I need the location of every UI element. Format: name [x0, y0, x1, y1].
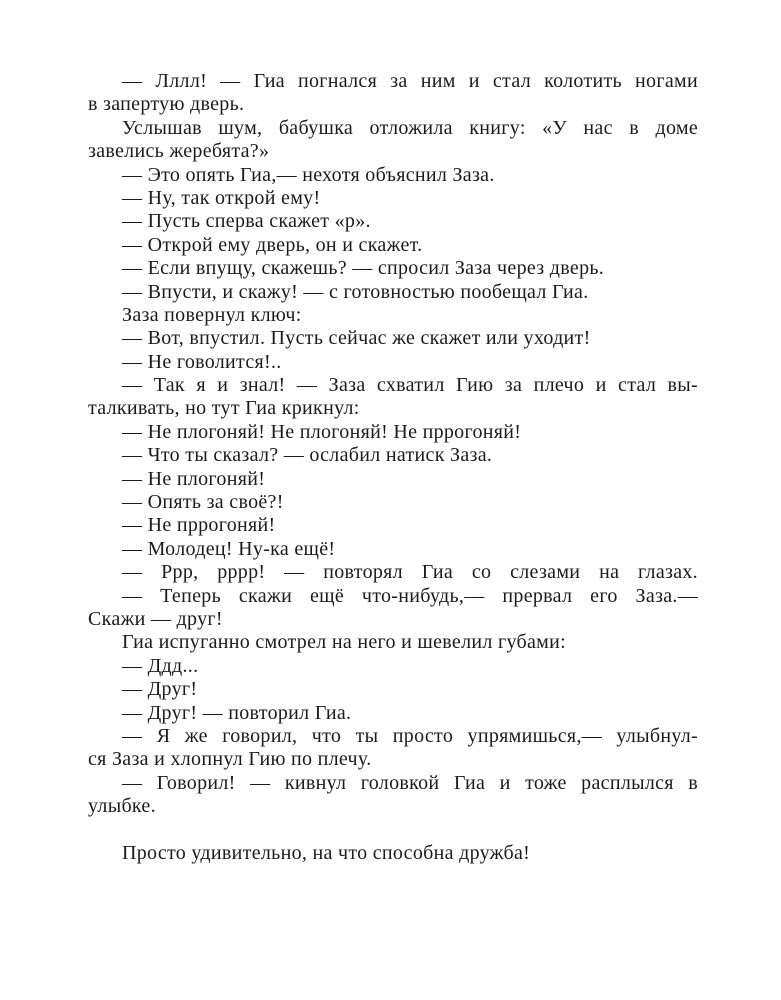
text-line: — Друг! — повторил Гиа. — [122, 701, 352, 724]
text-line: — Это опять Гиа,— нехотя объяснил Заза. — [122, 163, 495, 186]
text-line: Гиа испуганно смотрел на него и шевелил губами: — [122, 631, 566, 654]
blank-line — [88, 819, 698, 842]
text-line: — Если впущу, скажешь? — спросил Заза через дверь. — [122, 257, 605, 280]
text-line: — Вот, впустил. Пусть сейчас же скажет или уходит! — [122, 327, 591, 350]
text-line: в запертую дверь. — [88, 93, 245, 116]
text-line: — Я же говорил, что ты просто упрямишься,— улыбнул- — [122, 724, 698, 747]
text-line: улыбке. — [88, 795, 156, 818]
text-line: — Впусти, и скажу! — с готовностью пообещал Гиа. — [122, 280, 589, 303]
text-line: Услышав шум, бабушка отложила книгу: «У нас в доме — [122, 116, 698, 139]
text-line: — Ррр, рррр! — повторял Гиа со слезами на глазах. — [122, 561, 698, 584]
text-line: — Пусть сперва скажет «р». — [122, 210, 371, 233]
text-line: Просто удивительно, на что способна дружба! — [122, 841, 531, 864]
text-line: Скажи — друг! — [88, 607, 223, 630]
text-line: ся Заза и хлопнул Гию по плечу. — [88, 748, 372, 771]
text-line: — Говорил! — кивнул головкой Гиа и тоже расплылся в — [122, 771, 698, 794]
story-text — [88, 70, 698, 865]
text-line: — Друг! — [122, 678, 198, 701]
text-line: завелись жеребята?» — [88, 140, 270, 163]
text-line: — Опять за своё?! — [122, 491, 284, 514]
text-line: — Не плогоняй! — [122, 467, 266, 490]
text-line: — Лллл! — Гиа погнался за ним и стал колотить ногами — [122, 70, 698, 92]
text-line: — Ну, так открой ему! — [122, 186, 321, 209]
text-line: — Ддд... — [122, 654, 199, 677]
text-line: — Не говолится!.. — [122, 350, 282, 373]
text-line: — Так я и знал! — Заза схватил Гию за плечо и стал вы- — [122, 374, 698, 397]
text-line: — Открой ему дверь, он и скажет. — [122, 233, 423, 256]
text-line: талкивать, но тут Гиа крикнул: — [88, 397, 360, 420]
text-line: — Теперь скажи ещё что-нибудь,— прервал его Заза.— — [122, 584, 698, 607]
text-line: — Молодец! Ну-ка ещё! — [122, 537, 336, 560]
text-line: — Что ты сказал? — ослабил натиск Заза. — [122, 444, 493, 467]
text-line: — Не пррогоняй! — [122, 514, 276, 537]
text-line: Заза повернул ключ: — [122, 303, 302, 326]
text-line: — Не плогоняй! Не плогоняй! Не пррогоняй! — [122, 420, 522, 443]
